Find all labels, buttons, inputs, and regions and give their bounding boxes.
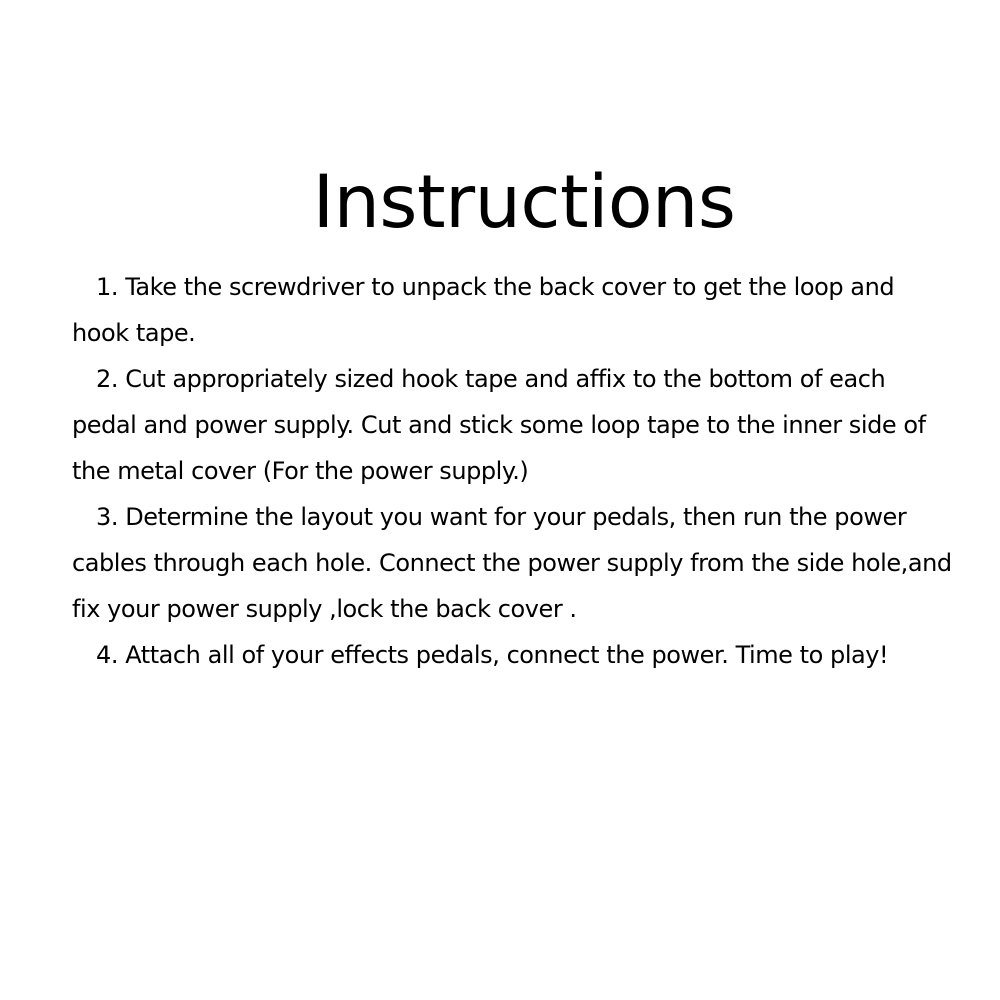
step-2 xyxy=(72,356,952,494)
step-1-text: Take the screwdriver to unpack the back cover to get the loop and hook tape. xyxy=(72,273,895,347)
step-2-number: 2. xyxy=(96,365,118,393)
step-3-text: Determine the layout you want for your pedals, then run the power cables through each hole. Connect the power supply from the side hole,and fix your power supply ,lock the back cover . xyxy=(72,503,952,623)
instruction-steps xyxy=(72,264,952,678)
step-2-text: Cut appropriately sized hook tape and affix to the bottom of each pedal and power supply. Cut and stick some loop tape to the inner side of the metal cover (For the power supply.) xyxy=(72,365,926,485)
step-3-number: 3. xyxy=(96,503,118,531)
step-1-number: 1. xyxy=(96,273,118,301)
step-3 xyxy=(72,494,952,632)
step-1 xyxy=(72,264,952,356)
step-4 xyxy=(72,632,952,678)
step-4-number: 4. xyxy=(96,641,118,669)
step-4-text: Attach all of your effects pedals, connect the power. Time to play! xyxy=(125,641,889,669)
page-title: Instructions xyxy=(312,160,736,245)
